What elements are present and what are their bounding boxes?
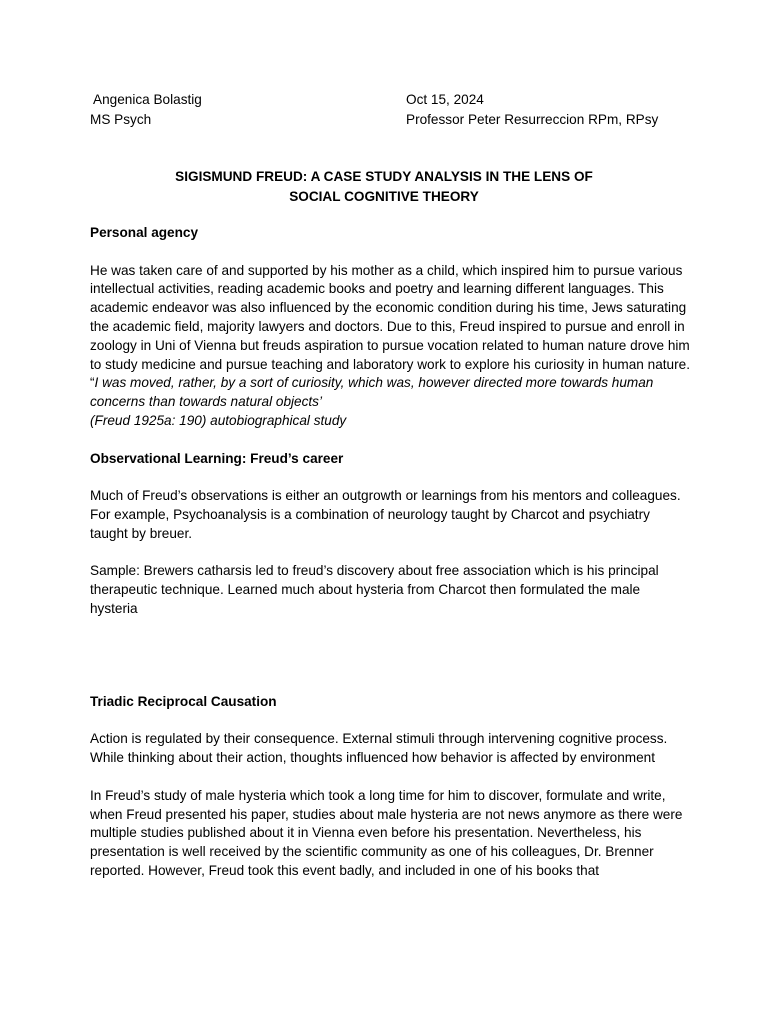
section-heading-observational-learning: Observational Learning: Freud’s career [90,450,344,466]
header-row-2 [90,111,680,131]
observational-learning-paragraph-2: Sample: Brewers catharsis led to freud’s discovery about free association which is his principal therapeutic technique. Learned much about hysteria from Charcot then formulated the male hysteria [90,563,659,616]
title-line-1: SIGISMUND FREUD: A CASE STUDY ANALYSIS IN THE LENS OF [175,169,593,184]
triadic-paragraph-2: In Freud’s study of male hysteria which took a long time for him to discover, formulate and write, when Freud presented his paper, studies about male hysteria are not news anymore as there were multiple studies published about it in Vienna even before his presentation. Nevertheless, his presentation is well received by the scientific community as one of his colleagues, Dr. Brenner reported. However, Freud took this event badly, and included in one of his books that [90,787,683,878]
program-name: MS Psych [90,111,152,127]
freud-quote: I was moved, rather, by a sort of curiosity, which was, however directed more towards human concerns than towards natural objects’ [90,375,654,410]
submission-date: Oct 15, 2024 [406,92,484,107]
document-header [90,91,680,130]
triadic-paragraph-1: Action is regulated by their consequence. External stimuli through intervening cognitive process. While thinking about their action, thoughts influenced how behavior is affected by environment [90,731,668,766]
document-body [90,224,690,881]
personal-agency-paragraph: He was taken care of and supported by his mother as a child, which inspired him to pursue various intellectual activities, reading academic books and poetry and learning different languages. This academic endeavor was also influenced by the economic condition during his time, Jews saturating the academic field, majority lawyers and doctors. Due to this, Freud inspired to pursue and enroll in zoology in Uni of Vienna but freuds aspiration to pursue vocation related to human nature drove him to study medicine and pursue teaching and laboratory work to explore his curiosity in human nature. [90,262,690,372]
professor-name: Professor Peter Resurreccion RPm, RPsy [406,111,659,127]
quote-block [90,374,690,412]
section-heading-personal-agency: Personal agency [90,225,199,240]
document-title [90,167,678,206]
title-line-2: SOCIAL COGNITIVE THEORY [289,188,479,204]
quote-open-mark: “ [90,375,95,391]
observational-learning-paragraph-1: Much of Freud’s observations is either an outgrowth or learnings from his mentors and colleagues. For example, Psychoanalysis is a combination of neurology taught by Charcot and psychiatry taught by breuer. [90,488,681,541]
header-row-1 [90,91,680,111]
quote-citation: (Freud 1925a: 190) autobiographical study [90,412,347,428]
section-heading-triadic-reciprocal-causation: Triadic Reciprocal Causation [90,693,277,709]
author-name: Angenica Bolastig [90,92,202,107]
